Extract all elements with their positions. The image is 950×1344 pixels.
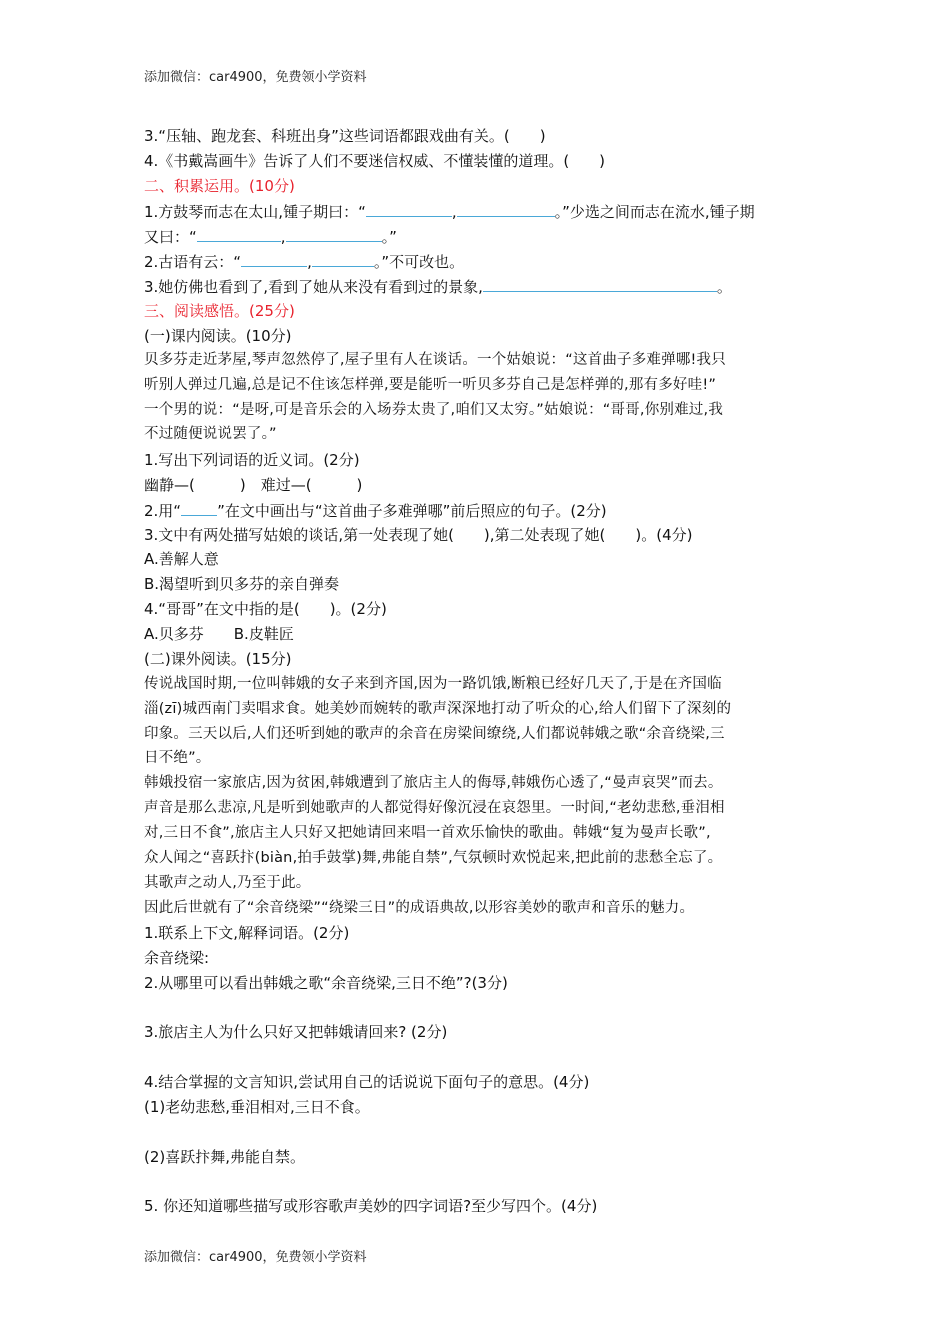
passage-2-line: 众人闻之“喜跃抃(biàn,拍手鼓掌)舞,弗能自禁”,气氛顿时欢悦起来,把此前的悲愁全忘了。 (144, 850, 723, 866)
passage-2-line: 声音是那么悲凉,凡是听到她歌声的人都觉得好像沉浸在哀怨里。一时间,“老幼悲愁,垂泪相 (144, 800, 725, 816)
p1-question-1-words: 幽静—( ) 难过—( ) (144, 476, 363, 494)
fill-blank[interactable] (286, 226, 382, 242)
passage-2-line: 其歌声之动人,乃至于此。 (144, 875, 311, 891)
p2-question-1-word: 余音绕梁: (144, 949, 210, 967)
s2-question-1-line1 (144, 201, 755, 222)
judge-question-4: 4.《书戴嵩画牛》告诉了人们不要迷信权威、不懂装懂的道理。( ) (144, 152, 606, 170)
s2-question-2 (144, 251, 464, 272)
p2-question-2: 2.从哪里可以看出韩娥之歌“余音绕梁,三日不绝”?(3分) (144, 974, 508, 992)
s2-q2-text-b: , (307, 253, 312, 271)
p2-question-4: 4.结合掌握的文言知识,尝试用自己的话说说下面句子的意思。(4分) (144, 1073, 590, 1091)
passage-2-line: 日不绝”。 (144, 750, 211, 766)
s2-q3-text-b: 。 (716, 278, 732, 296)
passage-2-line: 传说战国时期,一位叫韩娥的女子来到齐国,因为一路饥饿,断粮已经好几天了,于是在齐国临 (144, 676, 722, 692)
p1-question-4: 4.“哥哥”在文中指的是( )。(2分) (144, 600, 387, 618)
p1-q3-option-a: A.善解人意 (144, 550, 219, 568)
underline-sample (181, 500, 217, 516)
p1-question-1: 1.写出下列词语的近义词。(2分) (144, 451, 360, 469)
footer-watermark: 添加微信：car4900，免费领小学资料 (144, 1250, 367, 1265)
passage-1-line: 不过随便说说罢了。” (144, 426, 277, 442)
p2-question-1: 1.联系上下文,解释词语。(2分) (144, 924, 350, 942)
s2-question-1-line2 (144, 226, 397, 247)
s2-q2-text-a: 2.古语有云：“ (144, 253, 242, 271)
s2-q1-text-b: , (451, 203, 457, 221)
s2-q1-text-e: , (280, 228, 286, 246)
p2-question-4-1: (1)老幼悲愁,垂泪相对,三日不食。 (144, 1098, 370, 1116)
s2-q3-text-a: 3.她仿佛也看到了,看到了她从来没有看到过的景象, (144, 278, 483, 296)
passage-2-line: 对,三日不食”,旅店主人只好又把她请回来唱一首欢乐愉快的歌曲。韩娥“复为曼声长歌”, (144, 825, 711, 841)
judge-question-3: 3.“压轴、跑龙套、科班出身”这些词语都跟戏曲有关。( ) (144, 127, 546, 145)
s2-q2-text-c: 。”不可改也。 (373, 253, 465, 271)
header-watermark: 添加微信：car4900，免费领小学资料 (144, 70, 367, 85)
section-2-title: 二、积累运用。(10分) (144, 177, 295, 195)
passage-2-line: 因此后世就有了“余音绕梁”“绕梁三日”的成语典故,以形容美妙的歌声和音乐的魅力。 (144, 900, 695, 916)
part-2-title: (二)课外阅读。(15分) (144, 650, 292, 668)
s2-q1-text-f: 。” (381, 228, 397, 246)
fill-blank[interactable] (457, 201, 555, 217)
section-3-title: 三、阅读感悟。(25分) (144, 302, 295, 320)
passage-2-line: 印象。三天以后,人们还听到她的歌声的余音在房梁间缭绕,人们都说韩娥之歌“余音绕梁,三 (144, 726, 725, 742)
p1-q4-options: A.贝多芬 B.皮鞋匠 (144, 625, 294, 643)
passage-2-line: 韩娥投宿一家旅店,因为贫困,韩娥遭到了旅店主人的侮辱,韩娥伤心透了,“曼声哀哭”而去。 (144, 775, 723, 791)
fill-blank[interactable] (241, 251, 307, 267)
passage-1-line: 一个男的说：“是呀,可是音乐会的入场券太贵了,咱们又太穷。”姑娘说：“哥哥,你别难过,我 (144, 402, 724, 418)
passage-1-line: 贝多芬走近茅屋,琴声忽然停了,屋子里有人在谈话。一个姑娘说：“这首曲子多难弹哪!我只 (144, 352, 726, 368)
s2-q1-text-c: 。”少选之间而志在流水,锺子期 (554, 203, 755, 221)
part-1-title: (一)课内阅读。(10分) (144, 327, 292, 345)
p1-question-2 (144, 500, 607, 521)
fill-blank[interactable] (197, 226, 281, 242)
fill-blank[interactable] (312, 251, 374, 267)
passage-1-line: 听别人弹过几遍,总是记不住该怎样弹,要是能听一听贝多芬自己是怎样弹的,那有多好哇!” (144, 377, 717, 393)
p1-q2-text-a: 2.用“ (144, 502, 182, 520)
p1-q3-option-b: B.渴望听到贝多芬的亲自弹奏 (144, 575, 340, 593)
fill-blank[interactable] (366, 201, 452, 217)
s2-q1-text-a: 1.方鼓琴而志在太山,锺子期曰：“ (144, 203, 366, 221)
fill-blank[interactable] (483, 276, 717, 292)
p1-q2-text-b: ”在文中画出与“这首曲子多难弹哪”前后照应的句子。(2分) (217, 502, 607, 520)
s2-question-3 (144, 276, 732, 297)
p2-question-3: 3.旅店主人为什么只好又把韩娥请回来? (2分) (144, 1023, 448, 1041)
p2-question-4-2: (2)喜跃抃舞,弗能自禁。 (144, 1148, 306, 1166)
passage-2-line: 淄(zī)城西南门卖唱求食。她美妙而婉转的歌声深深地打动了听众的心,给人们留下了深刻的 (144, 701, 732, 717)
p2-question-5: 5. 你还知道哪些描写或形容歌声美妙的四字词语?至少写四个。(4分) (144, 1197, 598, 1215)
s2-q1-text-d: 又曰：“ (144, 228, 197, 246)
p1-question-3: 3.文中有两处描写姑娘的谈话,第一处表现了她( ),第二处表现了她( )。(4分) (144, 526, 693, 544)
